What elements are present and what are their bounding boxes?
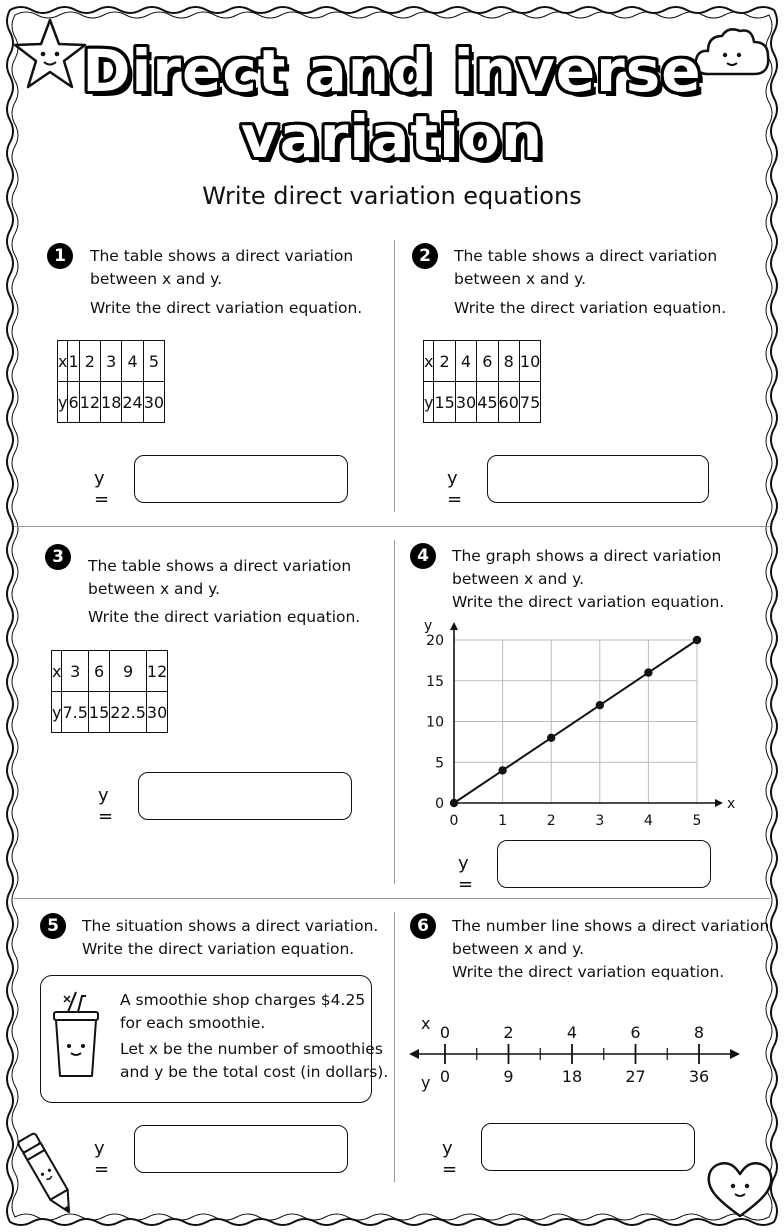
- table-cell: 4: [455, 341, 476, 382]
- x-tick-label: 3: [595, 813, 605, 829]
- table-cell: 9: [110, 651, 147, 692]
- y-axis-arrow: [450, 622, 458, 630]
- problem-text-line: The graph shows a direct variation: [452, 547, 722, 565]
- x-value-label: 6: [630, 1023, 641, 1042]
- problem-number-badge: 3: [45, 544, 71, 570]
- answer-box[interactable]: [134, 1125, 348, 1173]
- y-tick-label: 20: [426, 633, 444, 649]
- x-value-label: 0: [439, 1023, 451, 1042]
- y-tick-label: 15: [426, 673, 444, 690]
- column-divider-row-2: [394, 540, 395, 884]
- problem-number-badge: 5: [40, 913, 66, 939]
- table-cell: 2: [79, 341, 100, 382]
- problem-text-line: between x and y.: [452, 570, 585, 588]
- page-title-line-1: Direct and inverse: [82, 37, 702, 105]
- data-point: [547, 734, 555, 742]
- y-row-label: y: [421, 1073, 431, 1092]
- data-point: [498, 766, 506, 774]
- table-header-x: x: [52, 651, 62, 692]
- table-cell: 10: [519, 341, 540, 382]
- story-text-line: and y be the total cost (in dollars).: [120, 1063, 389, 1081]
- table-header-y: y: [424, 382, 434, 423]
- page-subtitle: Write direct variation equations: [202, 182, 582, 210]
- problem-text-line: The table shows a direct variation: [90, 247, 354, 265]
- row-divider-2: [14, 898, 770, 899]
- answer-box[interactable]: [481, 1123, 695, 1171]
- direct-variation-graph: [410, 610, 750, 835]
- heart-icon: [705, 1158, 775, 1220]
- y-value-label: 36: [688, 1067, 710, 1086]
- problem-text-line: between x and y.: [90, 270, 223, 288]
- problem-text-line: The situation shows a direct variation.: [82, 917, 379, 935]
- table-header-y: y: [58, 382, 68, 423]
- data-point: [693, 636, 701, 644]
- x-tick-label: 0: [449, 813, 459, 829]
- table-cell: 60: [498, 382, 519, 423]
- answer-prefix: y =: [447, 468, 463, 510]
- page-title-line-2: variation: [240, 103, 544, 171]
- table-cell: 30: [143, 382, 164, 423]
- problem-text-line: The table shows a direct variation: [454, 247, 718, 265]
- y-tick-label: 0: [435, 796, 444, 812]
- answer-box[interactable]: [497, 840, 711, 888]
- number-line-arrow-right: [730, 1049, 740, 1059]
- values-table: [57, 340, 165, 423]
- table-cell: 30: [455, 382, 476, 423]
- problem-number-badge: 4: [410, 543, 436, 569]
- problem-text-line: Write the direct variation equation.: [82, 940, 355, 958]
- x-value-label: 4: [566, 1023, 578, 1042]
- y-value-label: 9: [503, 1067, 514, 1086]
- problem-text-line: Write the direct variation equation.: [88, 608, 361, 626]
- answer-prefix: y =: [98, 785, 114, 827]
- answer-prefix: y =: [94, 1138, 110, 1180]
- x-tick-label: 1: [498, 813, 508, 829]
- column-divider-row-1: [394, 240, 395, 512]
- answer-box[interactable]: [138, 772, 352, 820]
- answer-box[interactable]: [134, 455, 348, 503]
- x-value-label: 8: [693, 1023, 705, 1042]
- table-cell: 24: [122, 382, 143, 423]
- story-text-line: Let x be the number of smoothies: [120, 1040, 383, 1058]
- table-cell: 30: [146, 692, 167, 733]
- table-cell: 6: [88, 651, 109, 692]
- table-header-y: y: [52, 692, 62, 733]
- table-cell: 6: [477, 341, 498, 382]
- y-value-label: 0: [439, 1067, 451, 1086]
- table-cell: 5: [143, 341, 164, 382]
- number-line-arrow-left: [409, 1049, 419, 1059]
- problem-text-line: Write the direct variation equation.: [452, 963, 725, 981]
- problem-text-line: between x and y.: [454, 270, 587, 288]
- x-axis-arrow: [715, 799, 723, 807]
- table-cell: 6: [68, 382, 79, 423]
- problem-text-line: between x and y.: [88, 580, 221, 598]
- x-tick-label: 4: [643, 813, 653, 829]
- table-cell: 15: [434, 382, 455, 423]
- row-divider-1: [14, 526, 770, 527]
- pencil-icon: [12, 1124, 82, 1224]
- y-axis-label: y: [424, 618, 433, 634]
- table-cell: 22.5: [110, 692, 147, 733]
- problem-number-badge: 6: [410, 913, 436, 939]
- table-cell: 75: [519, 382, 540, 423]
- data-point: [644, 668, 652, 676]
- table-cell: 12: [79, 382, 100, 423]
- smoothie-cup-icon: [46, 990, 106, 1082]
- answer-prefix: y =: [94, 468, 110, 510]
- table-cell: 15: [88, 692, 109, 733]
- values-table: [51, 650, 168, 733]
- problem-number-badge: 2: [412, 243, 438, 269]
- table-header-x: x: [58, 341, 68, 382]
- double-number-line: [405, 1010, 750, 1095]
- y-tick-label: 10: [426, 714, 444, 731]
- table-cell: 45: [477, 382, 498, 423]
- data-point: [450, 799, 458, 807]
- x-tick-label: 2: [546, 813, 556, 829]
- x-tick-label: 5: [692, 813, 702, 829]
- answer-prefix: y =: [442, 1138, 458, 1180]
- answer-box[interactable]: [487, 455, 709, 503]
- values-table: [423, 340, 541, 423]
- story-text-line: A smoothie shop charges $4.25: [120, 991, 366, 1009]
- answer-prefix: y =: [458, 853, 474, 895]
- problem-text-line: Write the direct variation equation.: [452, 593, 725, 611]
- column-divider-row-3: [394, 912, 395, 1182]
- table-header-x: x: [424, 341, 434, 382]
- table-cell: 3: [101, 341, 122, 382]
- table-cell: 12: [146, 651, 167, 692]
- problem-text-line: between x and y.: [452, 940, 585, 958]
- table-cell: 2: [434, 341, 455, 382]
- x-value-label: 2: [503, 1023, 514, 1042]
- table-cell: 7.5: [62, 692, 88, 733]
- problem-text-line: Write the direct variation equation.: [90, 299, 363, 317]
- table-cell: 3: [62, 651, 88, 692]
- x-axis-label: x: [727, 796, 736, 812]
- table-cell: 18: [101, 382, 122, 423]
- table-cell: 4: [122, 341, 143, 382]
- data-point: [596, 701, 604, 709]
- story-text-line: for each smoothie.: [120, 1014, 266, 1032]
- problem-number-badge: 1: [47, 243, 73, 269]
- problem-text-line: Write the direct variation equation.: [454, 299, 727, 317]
- problem-text-line: The number line shows a direct variation: [452, 917, 770, 935]
- y-value-label: 27: [625, 1067, 646, 1086]
- table-cell: 8: [498, 341, 519, 382]
- problem-text-line: The table shows a direct variation: [88, 557, 352, 575]
- y-tick-label: 5: [435, 755, 444, 772]
- y-value-label: 18: [561, 1067, 583, 1086]
- table-cell: 1: [68, 341, 79, 382]
- x-row-label: x: [421, 1014, 431, 1033]
